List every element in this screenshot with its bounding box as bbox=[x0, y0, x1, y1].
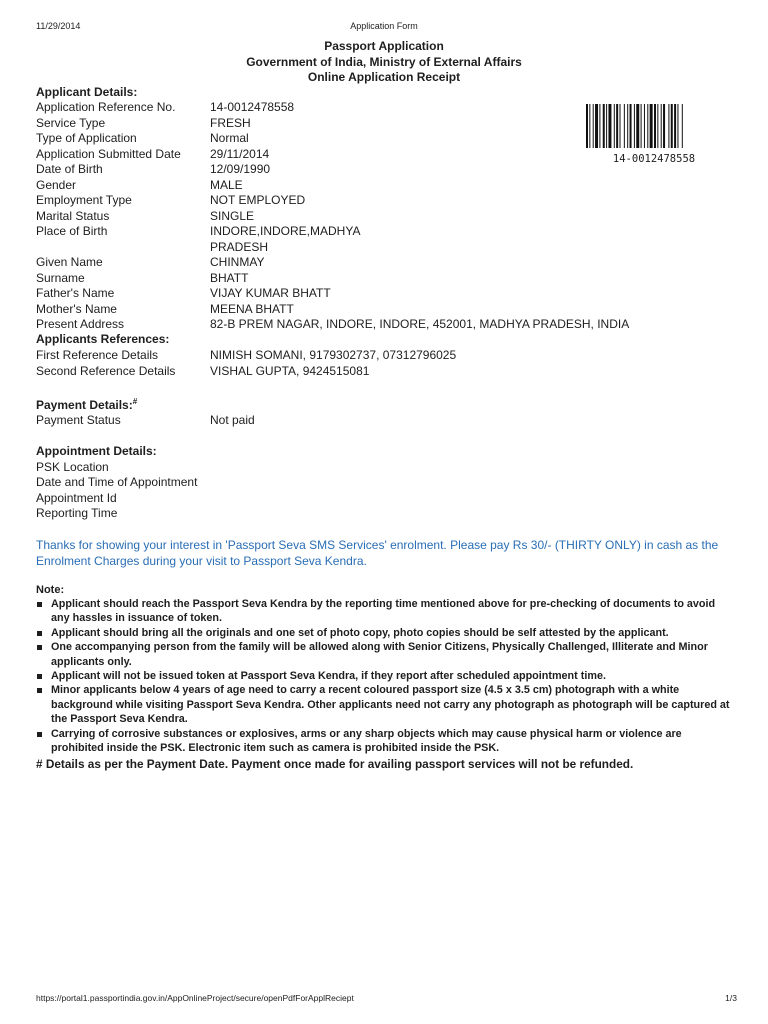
note-item: Applicant will not be issued token at Passport Seva Kendra, if they report after scheduled appointment time. bbox=[36, 669, 736, 683]
barcode-bar bbox=[654, 104, 656, 148]
label: Application Submitted Date bbox=[36, 146, 181, 161]
payment-heading-mark: # bbox=[132, 397, 138, 406]
barcode-bar bbox=[650, 104, 653, 148]
title-receipt: Online Application Receipt bbox=[307, 70, 461, 84]
title-passport-application: Passport Application bbox=[324, 39, 444, 53]
barcode-bar bbox=[671, 104, 673, 148]
value: 14-0012478558 bbox=[210, 100, 295, 114]
value: NOT EMPLOYED bbox=[210, 193, 306, 207]
value: Normal bbox=[210, 131, 249, 145]
note-item: Carrying of corrosive substances or explosives, arms or any sharp objects which may cause physical harm or violence are prohibited inside the PSK. Electronic item such as camera is prohibited inside the PSK. bbox=[36, 727, 736, 756]
barcode-bar bbox=[624, 104, 625, 148]
value: BHATT bbox=[210, 270, 249, 285]
value: MEENA BHATT bbox=[210, 301, 294, 316]
label: Surname bbox=[36, 270, 85, 285]
print-footer-page-number: 1/3 bbox=[725, 993, 737, 1003]
barcode-bar bbox=[586, 104, 588, 148]
label: Date and Time of Appointment bbox=[36, 475, 198, 489]
value: CHINMAY bbox=[210, 255, 265, 269]
title-ministry: Government of India, Ministry of External Affairs bbox=[246, 54, 522, 69]
barcode-bar bbox=[614, 104, 615, 148]
barcode-bar bbox=[644, 104, 645, 148]
barcode-bar bbox=[677, 104, 678, 148]
note-list bbox=[36, 597, 736, 755]
barcode-bar bbox=[620, 104, 621, 148]
label: Type of Application bbox=[36, 131, 137, 145]
print-header-date: 11/29/2014 bbox=[36, 21, 81, 31]
value: SINGLE bbox=[210, 208, 255, 223]
value: VIJAY KUMAR BHATT bbox=[210, 286, 331, 300]
barcode-bar bbox=[630, 104, 632, 148]
label: Reporting Time bbox=[36, 506, 118, 520]
label: Second Reference Details bbox=[36, 363, 176, 378]
barcode-number: 14-0012478558 bbox=[612, 153, 696, 165]
barcode-image bbox=[586, 104, 722, 148]
print-footer-url: https://portal1.passportindia.gov.in/AppOnlineProject/secure/openPdfForApplReciept bbox=[36, 993, 354, 1003]
applicant-details-heading: Applicant Details: bbox=[36, 85, 138, 99]
value: 29/11/2014 bbox=[210, 146, 270, 161]
barcode-bar bbox=[616, 104, 618, 148]
value: PRADESH bbox=[210, 239, 269, 254]
barcode-bar bbox=[657, 104, 658, 148]
barcode-bar bbox=[608, 104, 611, 148]
barcode-bar bbox=[674, 104, 676, 148]
value: 82-B PREM NAGAR, INDORE, INDORE, 452001, MADHYA PRADESH, INDIA bbox=[210, 317, 630, 331]
note-heading: Note: bbox=[36, 584, 65, 596]
value: FRESH bbox=[210, 115, 251, 130]
barcode-bar bbox=[627, 104, 628, 148]
value: NIMISH SOMANI, 9179302737, 07312796025 bbox=[210, 348, 457, 362]
label: Place of Birth bbox=[36, 224, 108, 238]
barcode-bar bbox=[647, 104, 648, 148]
barcode-bar bbox=[682, 104, 683, 148]
label: Application Reference No. bbox=[36, 100, 176, 114]
references-heading: Applicants References: bbox=[36, 332, 170, 346]
barcode-bar bbox=[593, 104, 594, 148]
note-item: Applicant should reach the Passport Seva Kendra by the reporting time mentioned above for pre-checking of documents to avoid any hassles in issuance of token. bbox=[36, 597, 736, 626]
print-header-title: Application Form bbox=[350, 21, 418, 31]
label: PSK Location bbox=[36, 459, 109, 474]
label: Mother's Name bbox=[36, 301, 117, 316]
barcode-bar bbox=[668, 104, 669, 148]
appointment-details-heading: Appointment Details: bbox=[36, 444, 157, 458]
label: Gender bbox=[36, 177, 77, 192]
barcode-bar bbox=[634, 104, 635, 148]
label: Appointment Id bbox=[36, 490, 117, 505]
barcode-bar bbox=[636, 104, 639, 148]
barcode-bar bbox=[589, 104, 590, 148]
label: Employment Type bbox=[36, 193, 132, 207]
document-titles bbox=[0, 39, 768, 86]
barcode-bar bbox=[663, 104, 665, 148]
label: Father's Name bbox=[36, 286, 115, 300]
label: Date of Birth bbox=[36, 162, 103, 176]
value: Not paid bbox=[210, 413, 255, 427]
label: Present Address bbox=[36, 317, 125, 331]
barcode-bar bbox=[595, 104, 598, 148]
label: Service Type bbox=[36, 115, 106, 130]
barcode-bar bbox=[641, 104, 642, 148]
note-item: Minor applicants below 4 years of age need to carry a recent coloured passport size (4.5 x 3.5 cm) photograph with a white background while visiting Passport Seva Kendra. Other applicants need not carry any photograph as photograph will be captured at the Passport Seva Kendra. bbox=[36, 683, 736, 726]
value: VISHAL GUPTA, 9424515081 bbox=[210, 363, 370, 378]
payment-details-heading bbox=[36, 397, 137, 412]
payment-heading-text: Payment Details: bbox=[36, 398, 133, 412]
barcode-bar bbox=[661, 104, 662, 148]
barcode-bar bbox=[603, 104, 605, 148]
value: 12/09/1990 bbox=[210, 162, 271, 176]
value: INDORE,INDORE,MADHYA bbox=[210, 224, 361, 238]
barcode-bar bbox=[599, 104, 600, 148]
label: Given Name bbox=[36, 255, 103, 269]
sms-enrolment-notice: Thanks for showing your interest in 'Passport Seva SMS Services' enrolment. Please pay Rs 30/- (THIRTY ONLY) in cash as the Enrolment Charges during your visit to Passport Seva Kendra. bbox=[36, 538, 719, 568]
label: Marital Status bbox=[36, 208, 110, 223]
label: First Reference Details bbox=[36, 348, 159, 362]
note-item: One accompanying person from the family will be allowed along with Senior Citizens, Physically Challenged, Illiterate and Minor applicants only. bbox=[36, 640, 736, 669]
label: Payment Status bbox=[36, 413, 121, 427]
barcode-bar bbox=[606, 104, 607, 148]
value: MALE bbox=[210, 177, 243, 192]
note-item: Applicant should bring all the originals and one set of photo copy, photo copies should be self attested by the applicant. bbox=[36, 626, 736, 640]
payment-footnote: # Details as per the Payment Date. Payment once made for availing passport services will not be refunded. bbox=[36, 757, 634, 771]
